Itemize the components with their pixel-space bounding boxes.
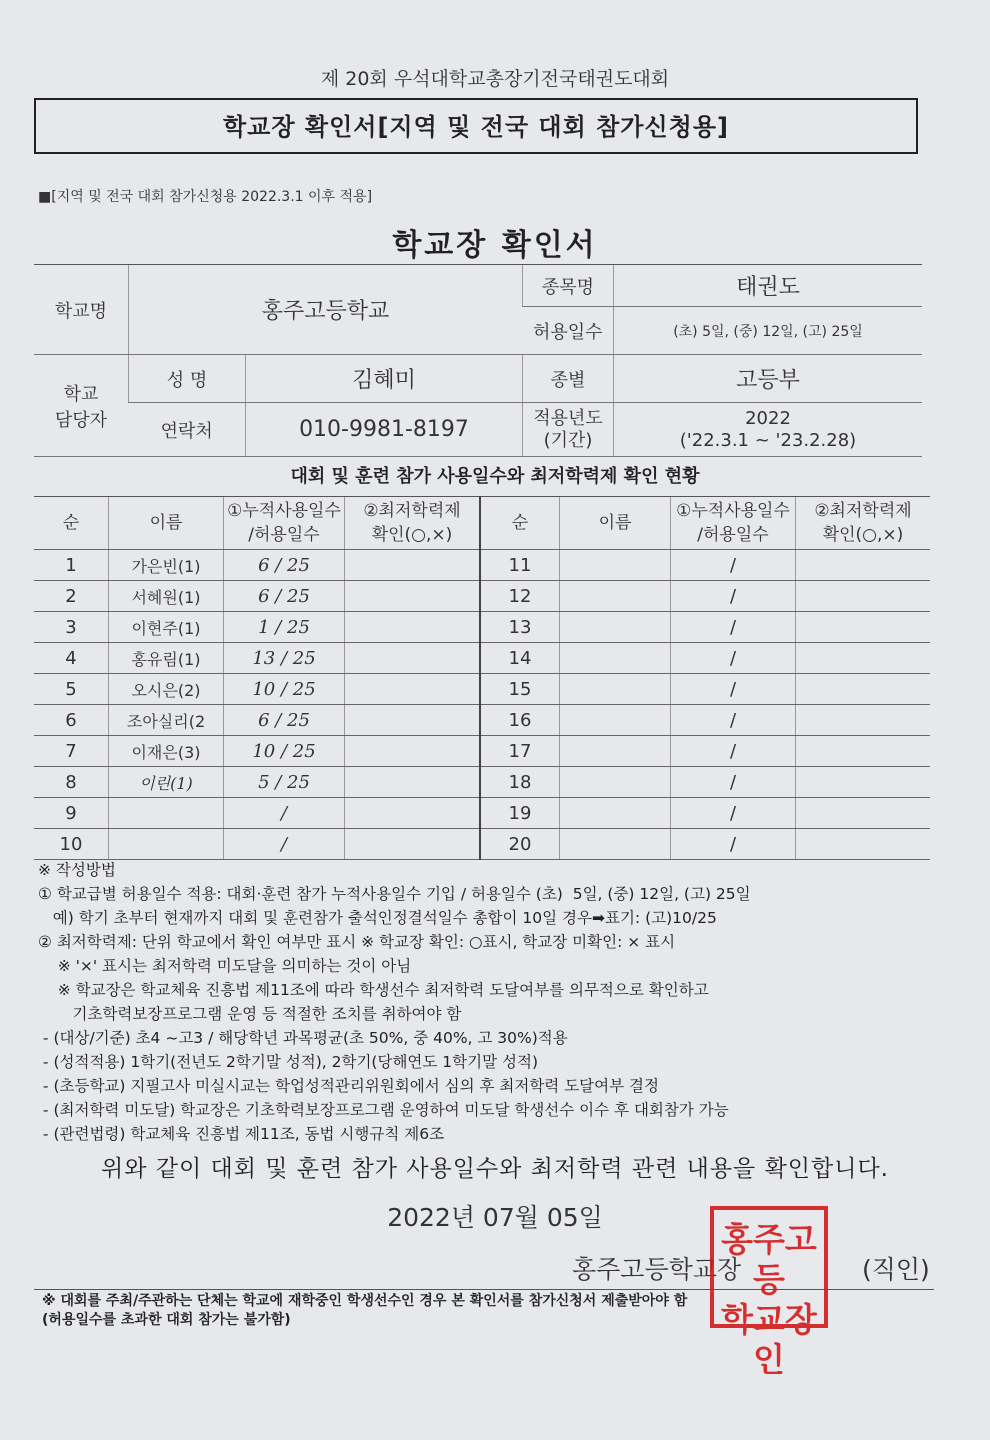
row-number: 8 [34, 767, 109, 798]
header-no: 순 [34, 497, 109, 550]
days-used: / [224, 829, 345, 860]
academic-check [796, 612, 931, 643]
footnote: ※ 대회를 주최/주관하는 단체는 학교에 재학중인 학생선수인 경우 본 확인서를 참가신청서 제출받아야 함 (허용일수를 초과한 대회 참가는 불가함) [42, 1293, 688, 1328]
academic-check [345, 674, 481, 705]
student-name [560, 643, 671, 674]
student-name [560, 798, 671, 829]
student-name: 서혜원(1) [109, 581, 224, 612]
days-used: 13 / 25 [224, 643, 345, 674]
school-value: 홍주고등학교 [129, 265, 523, 355]
row-number: 1 [34, 550, 109, 581]
academic-check [796, 581, 931, 612]
division-value: 고등부 [614, 355, 923, 403]
row-number: 15 [480, 674, 560, 705]
allowed-value: (초) 5일, (중) 12일, (고) 25일 [614, 307, 923, 355]
days-used: 1 / 25 [224, 612, 345, 643]
seal-label: (직인) [862, 1255, 930, 1284]
sport-label: 종목명 [523, 265, 614, 307]
principal-name: 홍주고등학교장 [572, 1255, 742, 1284]
row-number: 3 [34, 612, 109, 643]
student-name: 가은빈(1) [109, 550, 224, 581]
name-label: 성 명 [129, 355, 246, 403]
instruction-line: ※ '×' 표시는 최저학력 미도달을 의미하는 것이 아님 [38, 957, 412, 975]
academic-check [796, 550, 931, 581]
contact-value: 010-9981-8197 [246, 403, 523, 457]
row-number: 12 [480, 581, 560, 612]
student-name [560, 550, 671, 581]
days-used: / [671, 736, 796, 767]
document-heading: 학교장 확인서 [392, 228, 598, 263]
instruction-line: 예) 학기 초부터 현재까지 대회 및 훈련참가 출석인정결석일수 총합이 10일 경우➡표기: (고)10/25 [38, 909, 717, 927]
instruction-line: - (관련법령) 학교체육 진흥법 제11조, 동법 시행규칙 제6조 [38, 1125, 445, 1143]
row-number: 9 [34, 798, 109, 829]
row-number: 2 [34, 581, 109, 612]
row-number: 20 [480, 829, 560, 860]
row-number: 10 [34, 829, 109, 860]
academic-check [345, 550, 481, 581]
header-name-right: 이름 [560, 497, 671, 550]
academic-check [796, 798, 931, 829]
allowed-label: 허용일수 [523, 307, 614, 355]
roster-body [34, 550, 930, 860]
name-value: 김혜미 [246, 355, 523, 403]
academic-check [345, 643, 481, 674]
manager-label: 학교 담당자 [34, 355, 129, 457]
days-used: / [671, 705, 796, 736]
days-used: / [671, 674, 796, 705]
student-name: 오시은(2) [109, 674, 224, 705]
row-number: 4 [34, 643, 109, 674]
row-number: 19 [480, 798, 560, 829]
info-table [34, 264, 922, 457]
instruction-line: - (최저학력 미도달) 학교장은 기초학력보장프로그램 운영하여 미도달 학생선수 이수 후 대회참가 가능 [38, 1101, 729, 1119]
row-number: 5 [34, 674, 109, 705]
table-row [34, 581, 930, 612]
row-number: 18 [480, 767, 560, 798]
year-value: 2022 [745, 407, 791, 429]
academic-check [345, 829, 481, 860]
days-used: / [671, 767, 796, 798]
period-value: ('22.3.1 ~ '23.2.28) [679, 429, 857, 451]
year-cell [614, 403, 923, 457]
contact-label: 연락처 [129, 403, 246, 457]
days-used: / [671, 581, 796, 612]
table-row [34, 643, 930, 674]
academic-check [796, 767, 931, 798]
roster-table [34, 496, 930, 860]
academic-check [345, 736, 481, 767]
form-title: 학교장 확인서[지역 및 전국 대회 참가신청용] [34, 98, 918, 154]
student-name [109, 829, 224, 860]
student-name [560, 829, 671, 860]
row-number: 7 [34, 736, 109, 767]
instruction-line: - (성적적용) 1학기(전년도 2학기말 성적), 2학기(당해연도 1학기말 성적) [38, 1053, 538, 1071]
student-name: 조아실리(2 [109, 705, 224, 736]
table-row [34, 705, 930, 736]
contest-title: 제 20회 우석대학교총장기전국태권도대회 [320, 68, 670, 90]
header-days: ①누적사용일수 /허용일수 [224, 497, 345, 550]
writing-instructions [38, 858, 938, 1146]
academic-check [345, 705, 481, 736]
student-name [560, 581, 671, 612]
student-name [560, 705, 671, 736]
header-check-right: ②최저학력제 확인(○,×) [796, 497, 931, 550]
table-row [34, 612, 930, 643]
row-number: 14 [480, 643, 560, 674]
table-row [34, 829, 930, 860]
days-used: / [671, 550, 796, 581]
table-row [34, 767, 930, 798]
academic-check [796, 829, 931, 860]
sport-value: 태권도 [614, 265, 923, 307]
days-used: / [671, 612, 796, 643]
academic-check [796, 736, 931, 767]
days-used: 5 / 25 [224, 767, 345, 798]
division-label: 종별 [523, 355, 614, 403]
days-used: / [224, 798, 345, 829]
student-name: 이재은(3) [109, 736, 224, 767]
days-used: 6 / 25 [224, 705, 345, 736]
days-used: 10 / 25 [224, 674, 345, 705]
instruction-line: - (초등학교) 지필고사 미실시교는 학업성적관리위원회에서 심의 후 최저학력 도달여부 결정 [38, 1077, 659, 1095]
header-check: ②최저학력제 확인(○,×) [345, 497, 481, 550]
days-used: / [671, 798, 796, 829]
instruction-line: - (대상/기준) 초4 ~고3 / 해당학년 과목평균(초 50%, 중 40%, 고 30%)적용 [38, 1029, 568, 1047]
header-no-right: 순 [480, 497, 560, 550]
days-used: 6 / 25 [224, 581, 345, 612]
student-name: 이현주(1) [109, 612, 224, 643]
table-row [34, 674, 930, 705]
academic-check [345, 767, 481, 798]
student-name [109, 798, 224, 829]
instruction-line: 기초학력보장프로그램 운영 등 적절한 조치를 취하여야 함 [38, 1005, 462, 1023]
seal-text: 홍주고등 학교장인 [721, 1220, 817, 1379]
row-number: 16 [480, 705, 560, 736]
row-number: 13 [480, 612, 560, 643]
days-used: 6 / 25 [224, 550, 345, 581]
academic-check [796, 705, 931, 736]
instruction-line: ② 최저학력제: 단위 학교에서 확인 여부만 표시 ※ 학교장 확인: ○표시, 학교장 미확인: × 표시 [38, 933, 676, 951]
student-name: 홍유림(1) [109, 643, 224, 674]
year-label: 적용년도 (기간) [523, 403, 614, 457]
student-name [560, 612, 671, 643]
student-name: 이린(1) [109, 767, 224, 798]
table-row [34, 736, 930, 767]
header-name: 이름 [109, 497, 224, 550]
row-number: 17 [480, 736, 560, 767]
academic-check [796, 643, 931, 674]
days-used: / [671, 643, 796, 674]
academic-check [796, 674, 931, 705]
days-used: / [671, 829, 796, 860]
confirmation-statement: 위와 같이 대회 및 훈련 참가 사용일수와 최저학력 관련 내용을 확인합니다. [101, 1156, 889, 1182]
academic-check [345, 798, 481, 829]
days-used: 10 / 25 [224, 736, 345, 767]
academic-check [345, 581, 481, 612]
footnote-divider [34, 1289, 934, 1290]
instruction-line: ① 학교급별 허용일수 적용: 대회·훈련 참가 누적사용일수 기입 / 허용일수 (초) 5일, (중) 12일, (고) 25일 [38, 885, 751, 903]
table-row [34, 550, 930, 581]
roster-subheading: 대회 및 훈련 참가 사용일수와 최저학력제 확인 현황 [290, 466, 700, 487]
row-number: 11 [480, 550, 560, 581]
academic-check [345, 612, 481, 643]
school-label: 학교명 [34, 265, 129, 355]
table-row [34, 798, 930, 829]
applicability-note: ■[지역 및 전국 대회 참가신청용 2022.3.1 이후 적용] [38, 189, 373, 205]
student-name [560, 736, 671, 767]
issue-date: 2022년 07월 05일 [387, 1203, 603, 1232]
student-name [560, 674, 671, 705]
header-days-right: ①누적사용일수 /허용일수 [671, 497, 796, 550]
row-number: 6 [34, 705, 109, 736]
instruction-line: ※ 학교장은 학교체육 진흥법 제11조에 따라 학생선수 최저학력 도달여부를 의무적으로 확인하고 [38, 981, 709, 999]
student-name [560, 767, 671, 798]
instruction-line: ※ 작성방법 [38, 861, 116, 879]
